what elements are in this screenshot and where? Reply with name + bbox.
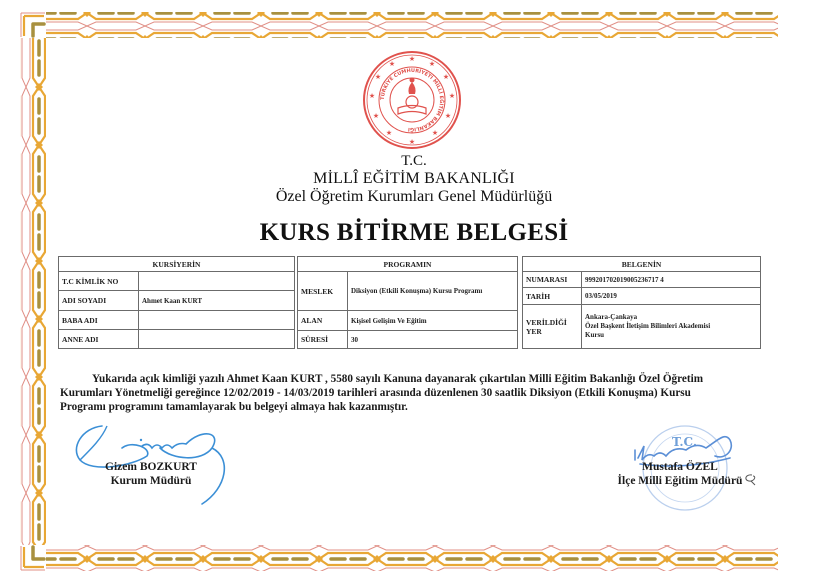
- certificate-statement: [60, 372, 770, 414]
- certificate-table-heading: BELGENİN: [523, 257, 761, 272]
- father-name-label: BABA ADI: [59, 311, 139, 330]
- statement-line-1: Yukarıda açık kimliği yazılı Ahmet Kaan KURT , 5580 sayılı Kanuna dayanarak çıkartılan Milli Eğitim Bakanlığı Özel Öğretim: [92, 373, 704, 385]
- full-name-label: ADI SOYADI: [59, 291, 139, 311]
- left-signatory-name: Gizem BOZKURT: [105, 461, 197, 473]
- ministry-name: MİLLÎ EĞİTİM BAKANLIĞI: [313, 170, 515, 187]
- svg-text:★: ★: [431, 129, 439, 137]
- duration-label: SÜRESİ: [298, 331, 348, 349]
- date-value: 03/05/2019: [582, 288, 761, 305]
- left-signatory-title: Kurum Müdürü: [110, 475, 192, 487]
- certificate-table: [522, 256, 761, 349]
- tc-id-value: [139, 272, 295, 291]
- tc-id-label: T.C KİMLİK NO: [59, 272, 139, 291]
- issue-place-value: [582, 305, 761, 349]
- svg-text:★: ★: [385, 129, 393, 137]
- svg-text:★: ★: [448, 92, 456, 100]
- svg-text:★: ★: [388, 60, 396, 68]
- svg-text:T.C.: T.C.: [672, 435, 698, 449]
- program-table-heading: PROGRAMIN: [298, 257, 518, 272]
- svg-text:★: ★: [374, 73, 382, 81]
- field-value: Kişisel Gelişim Ve Eğitim: [348, 311, 518, 331]
- father-name-value: [139, 311, 295, 330]
- issue-place-label: VERİLDİĞİ YER: [523, 305, 582, 349]
- mother-name-value: [139, 330, 295, 349]
- program-table: [297, 256, 518, 349]
- svg-text:★: ★: [408, 55, 416, 63]
- issue-place-line-3: Kursu: [585, 331, 605, 339]
- duration-value: 30: [348, 331, 518, 349]
- profession-label: MESLEK: [298, 272, 348, 311]
- mother-name-label: ANNE ADI: [59, 330, 139, 349]
- svg-text:★: ★: [444, 112, 452, 120]
- right-signatory-name: Mustafa ÖZEL: [642, 461, 718, 473]
- svg-text:★: ★: [442, 73, 450, 81]
- profession-value: Diksiyon (Etkili Konuşma) Kursu Programı: [348, 272, 518, 311]
- svg-text:★: ★: [368, 92, 376, 100]
- certificate-number-label: NUMARASI: [523, 272, 582, 288]
- field-label: ALAN: [298, 311, 348, 331]
- full-name-value: Ahmet Kaan KURT: [139, 291, 295, 311]
- certificate-number-value: 999201702019005236717 4: [582, 272, 761, 288]
- svg-text:★: ★: [428, 60, 436, 68]
- svg-text:★: ★: [408, 138, 416, 146]
- tc-heading: T.C.: [401, 153, 427, 169]
- certificate-title: KURS BİTİRME BELGESİ: [259, 219, 569, 246]
- trainee-table-heading: KURSİYERİN: [59, 257, 295, 272]
- issue-place-line-2: Özel Başkent İletişim Bilimleri Akademisi: [585, 322, 711, 330]
- svg-text:TÜRKİYE CUMHURİYETİ MİLLÎ EĞİT: TÜRKİYE CUMHURİYETİ MİLLÎ EĞİTİM BAKANLIĞI: [379, 67, 445, 133]
- trainee-table: [58, 256, 295, 349]
- issue-place-line-1: Ankara-Çankaya: [585, 313, 638, 321]
- statement-line-2: Kurumları Yönetmeliği gereğince 12/02/2019 - 14/03/2019 tarihleri arasında düzenlenen 30 saatlik Diksiyon (Etkili Konuşma) Kursu: [60, 387, 691, 399]
- directorate-name: Özel Öğretim Kurumları Genel Müdürlüğü: [275, 188, 553, 205]
- date-label: TARİH: [523, 288, 582, 305]
- statement-line-3: Programı programını tamamlayarak bu belgeyi almaya hak kazanmıştır.: [60, 401, 408, 413]
- right-signatory-title: İlçe Milli Eğitim Müdürü: [617, 475, 743, 487]
- svg-text:★: ★: [372, 112, 380, 120]
